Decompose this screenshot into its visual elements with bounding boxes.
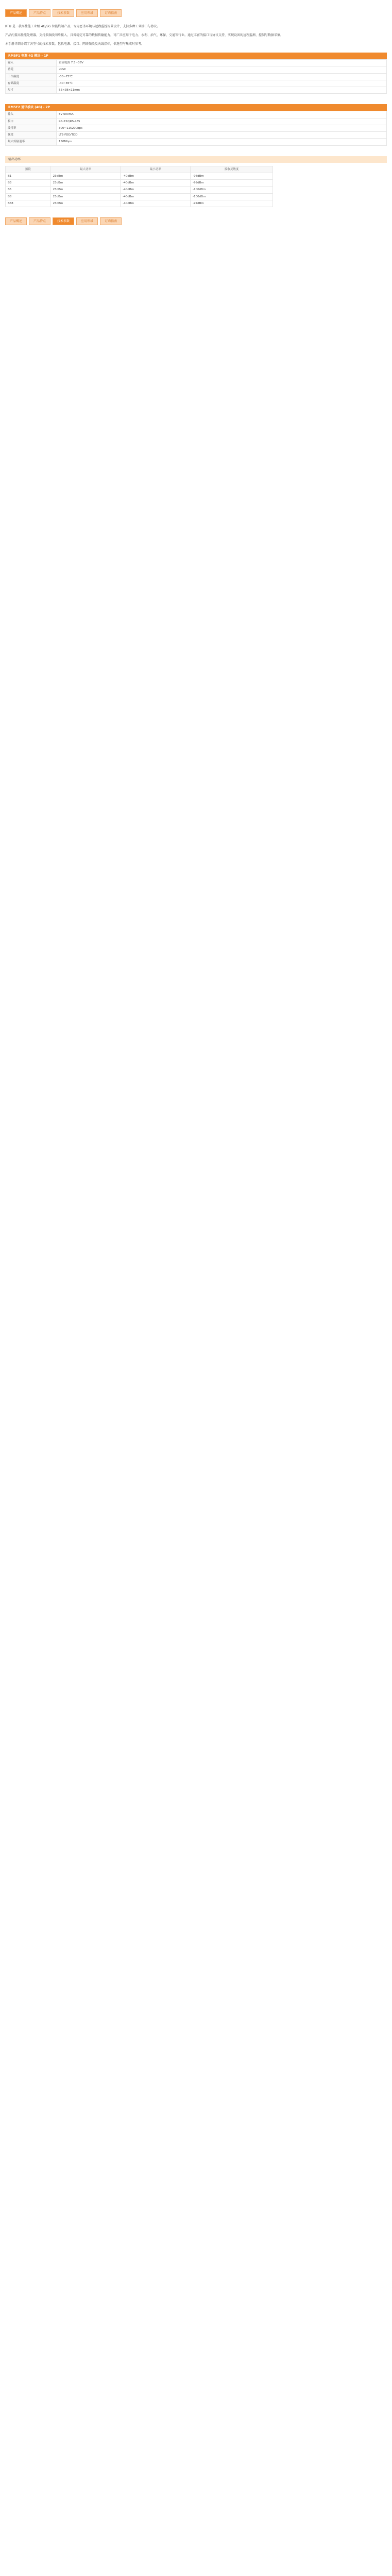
table-row [6,73,387,80]
spec-key: 输入 [6,60,57,66]
tab-features[interactable]: 产品特点 [29,217,50,225]
table-cell: -40dBm [121,173,191,179]
spec-value: 150Mbps [57,139,387,145]
intro-paragraph: 产品内置高性能处理器，支持多频段网络接入，具备稳定可靠的数据传输能力，可广泛应用于电力、水利、油气、环保、交通等行业。通过丰富的接口与协议支持，实现设备的远程监测、控制与数据采集。 [5,33,284,37]
tab-bar-bottom [5,217,387,225]
section-title: RM5F2 通讯模块 (4G) - 2P [5,104,387,111]
table-cell: -99dBm [191,180,273,187]
power-table [5,166,273,208]
table-row [6,132,387,139]
table-row [6,200,273,207]
table-cell: 23dBm [50,193,121,200]
spec-value: 5V 600mA [57,111,387,118]
spec-key: 波特率 [6,125,57,131]
tab-specs[interactable]: 技术参数 [53,217,74,225]
spec-value: <2W [57,66,387,73]
table-row [6,173,273,179]
table-cell: 23dBm [50,200,121,207]
column-header: 最小功率 [121,166,191,173]
table-cell: B5 [6,187,51,193]
table-cell: -100dBm [191,187,273,193]
table-cell: 23dBm [50,180,121,187]
tab-ordering[interactable]: 订购指南 [100,9,122,17]
spec-section [5,53,387,94]
intro-paragraph: 本手册详细介绍了各型号的技术参数，包括电源、接口、网络频段及天线指标，供选型与集成时参考。 [5,42,145,46]
table-row [6,187,273,193]
spec-key: 工作温度 [6,73,57,80]
spec-value: 直流电源 7.5~36V [57,60,387,66]
intro [5,24,387,46]
tab-ordering[interactable]: 订购指南 [100,217,122,225]
spec-key: 最大传输速率 [6,139,57,145]
spec-value: -30~75℃ [57,73,387,80]
table-header-row [6,166,273,173]
table-cell: -100dBm [191,193,273,200]
table-cell: B8 [6,193,51,200]
tab-overview[interactable]: 产品概述 [5,9,27,17]
table-row [6,193,273,200]
tab-bar-top [5,9,387,17]
table-cell: -40dBm [121,187,191,193]
spec-value: 300~115200bps [57,125,387,131]
table-row [6,111,387,118]
spec-key: 存储温度 [6,80,57,87]
spec-key: 输入 [6,111,57,118]
column-header: 最大功率 [50,166,121,173]
section-subtitle: 输出功率 [5,156,387,163]
section-title: RM5F1 电源 4G 模块 - 1P [5,53,387,59]
table-cell: 23dBm [50,187,121,193]
table-cell: B1 [6,173,51,179]
table-row [6,87,387,94]
spec-key: 频段 [6,132,57,139]
spec-value: -40~85℃ [57,80,387,87]
spec-value: LTE-FDD/TDD [57,132,387,139]
spec-key: 功耗 [6,66,57,73]
table-cell: -97dBm [191,200,273,207]
tab-applications[interactable]: 应用领域 [76,217,98,225]
table-row [6,125,387,131]
table-cell: 23dBm [50,173,121,179]
tab-features[interactable]: 产品特点 [29,9,50,17]
table-row [6,139,387,145]
spec-key: 尺寸 [6,87,57,94]
spec-value: RS-232/RS-485 [57,118,387,125]
spec-value: 55×38×11mm [57,87,387,94]
spec-key: 接口 [6,118,57,125]
column-header: 接收灵敏度 [191,166,273,173]
table-row [6,80,387,87]
table-cell: -40dBm [121,200,191,207]
spec-table [5,111,387,145]
spec-table [5,59,387,94]
table-row [6,118,387,125]
table-cell: -40dBm [121,180,191,187]
page [0,0,392,236]
power-section [5,156,387,208]
tab-specs[interactable]: 技术参数 [53,9,74,17]
table-cell: -40dBm [121,193,191,200]
tab-applications[interactable]: 应用领域 [76,9,98,17]
spec-section [5,104,387,145]
table-cell: B3 [6,180,51,187]
table-row [6,60,387,66]
tab-overview[interactable]: 产品概述 [5,217,27,225]
column-header: 频段 [6,166,51,173]
table-row [6,180,273,187]
table-cell: B38 [6,200,51,207]
intro-paragraph: RTU 是一款高性能工业级 4G/5G 智能终端产品，专为恶劣环境与远程监控场景设计，支持多种工业接口与协议。 [5,25,160,28]
table-cell: -98dBm [191,173,273,179]
table-row [6,66,387,73]
